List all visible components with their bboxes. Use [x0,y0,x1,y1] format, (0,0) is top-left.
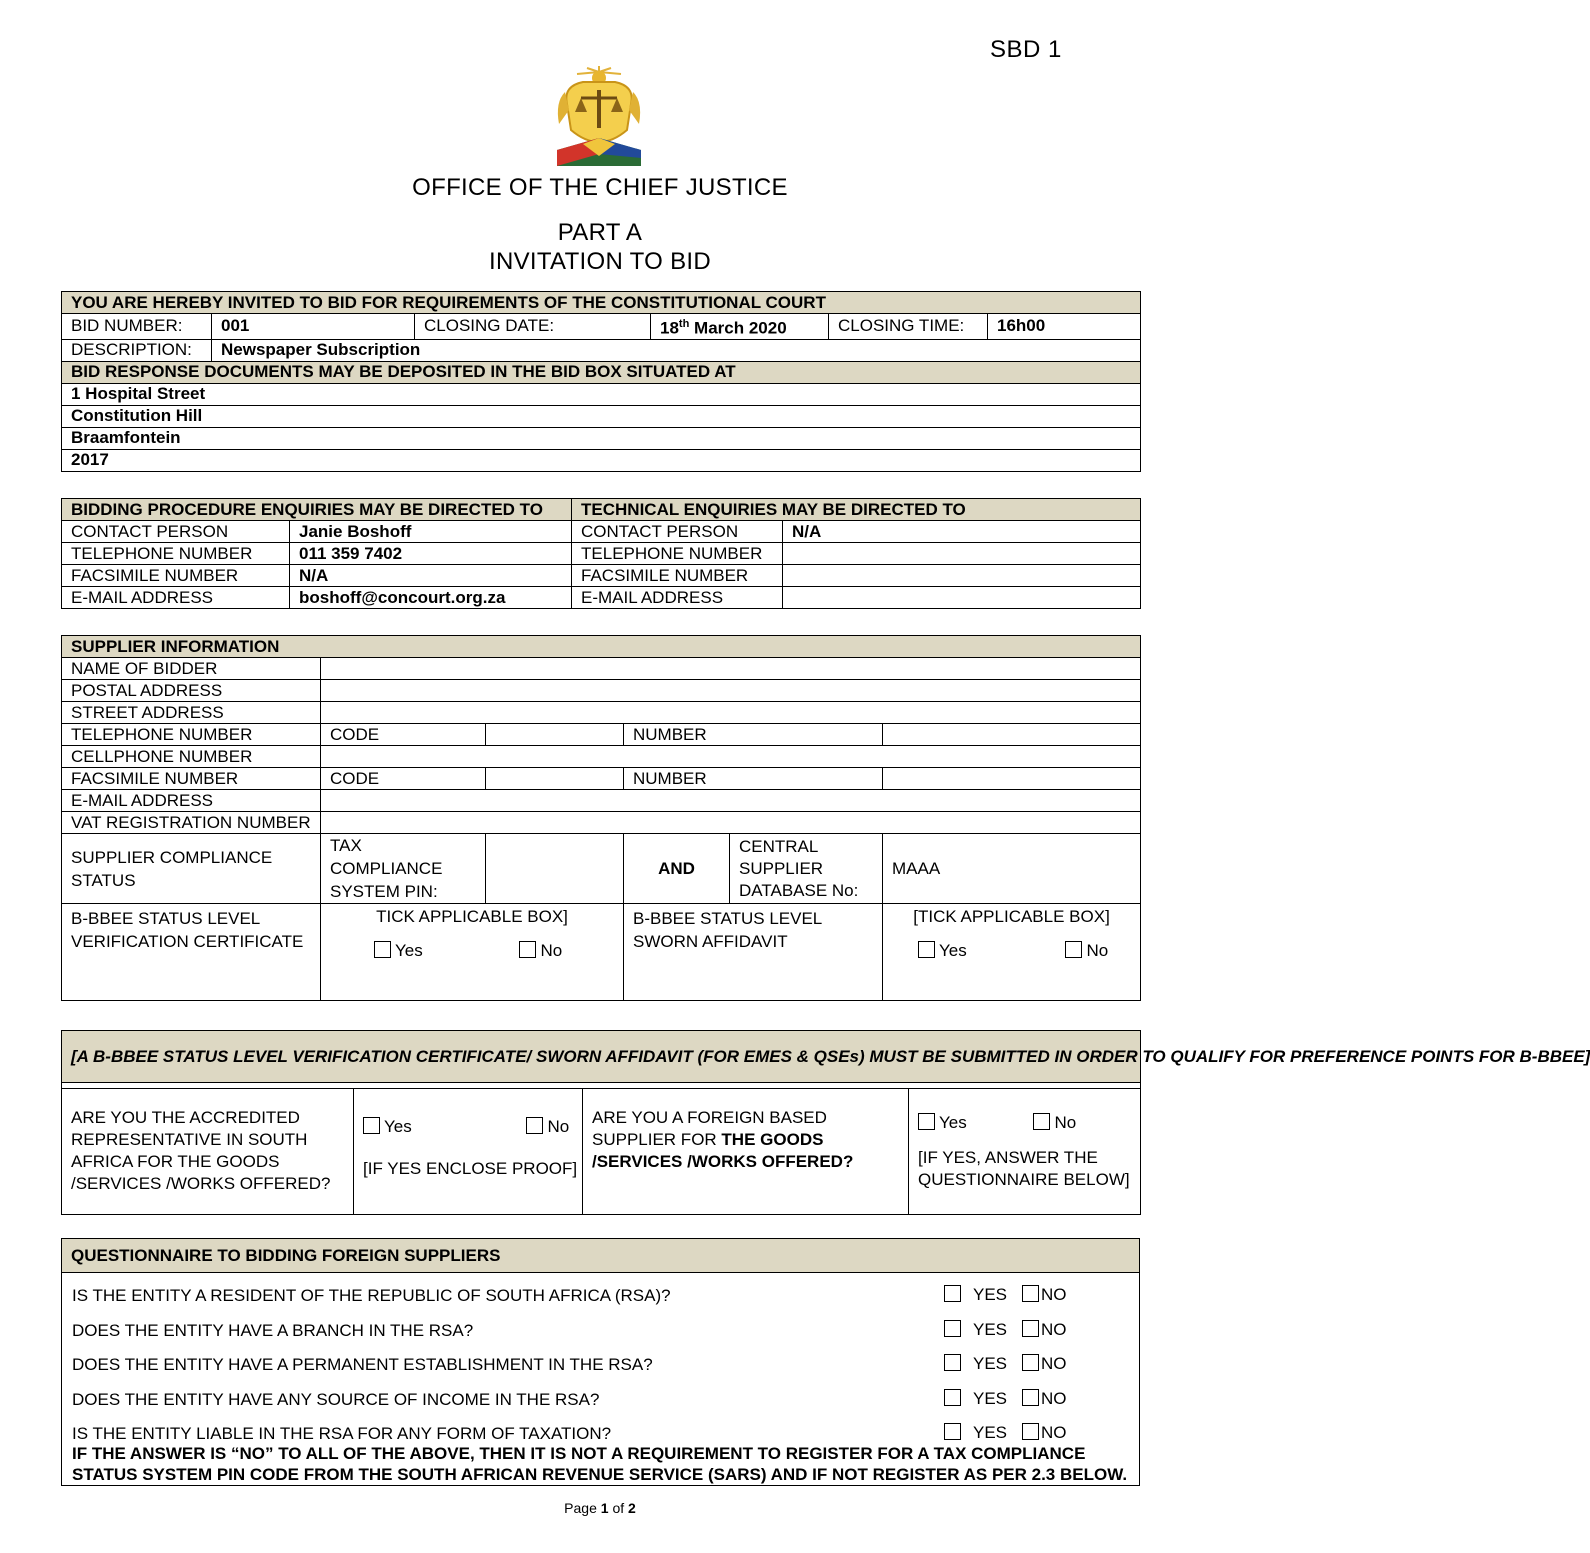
foreign-no[interactable] [1033,1113,1076,1133]
technical-telephone-label: TELEPHONE NUMBER [572,543,783,565]
address-line-2: Constitution Hill [62,405,1141,427]
checkbox-icon [918,941,935,958]
checkbox-icon [1033,1113,1050,1130]
checkbox-icon [526,1117,543,1134]
technical-facsimile-label: FACSIMILE NUMBER [572,565,783,587]
checkbox-icon [519,941,536,958]
technical-email-label: E-MAIL ADDRESS [572,587,783,609]
question-text: DOES THE ENTITY HAVE A BRANCH IN THE RSA? [72,1320,474,1340]
technical-email-value[interactable] [783,587,1141,609]
bbbee-notice-table [61,1030,1590,1215]
compliance-status-label: SUPPLIER COMPLIANCE STATUS [62,834,321,904]
page-total: 2 [628,1500,636,1516]
csd-value[interactable]: MAAA [883,834,1141,904]
page-footer [0,1500,1200,1516]
yes-label: Yes [939,1113,967,1132]
postal-address-field[interactable] [321,680,1141,702]
tick-instruction-2: [TICK APPLICABLE BOX] [913,907,1110,926]
foreign-question-text: ARE YOU A FOREIGN BASED SUPPLIER FOR [592,1108,827,1149]
no-label: No [540,941,563,960]
question-no[interactable] [1022,1320,1067,1340]
closing-date-value[interactable] [651,314,829,340]
checkbox-icon [944,1320,961,1337]
vat-field[interactable] [321,812,1141,834]
accredited-answer [354,1089,583,1215]
tick-instruction-1: TICK APPLICABLE BOX] [376,907,568,926]
bbbee-certificate-no[interactable] [519,941,562,961]
no-label: No [547,1117,570,1136]
yes-label: YES [973,1285,1008,1304]
yes-label: Yes [395,941,423,960]
address-line-3: Braamfontein [62,427,1141,449]
tax-pin-field[interactable] [486,834,624,904]
foreign-note: [IF YES, ANSWER THE QUESTIONNAIRE BELOW] [918,1148,1130,1189]
bbbee-affidavit-yes[interactable] [918,941,967,961]
supplier-information-header: SUPPLIER INFORMATION [62,636,1141,658]
address-line-1: 1 Hospital Street [62,383,1141,405]
questionnaire-list [62,1273,1139,1443]
question-text: DOES THE ENTITY HAVE A PERMANENT ESTABLISHMENT IN THE RSA? [72,1355,653,1374]
question-yes[interactable] [944,1320,1007,1340]
street-address-label: STREET ADDRESS [62,702,321,724]
email-field[interactable] [321,790,1141,812]
checkbox-icon [1022,1320,1039,1337]
vat-label: VAT REGISTRATION NUMBER [62,812,321,834]
organisation-title: OFFICE OF THE CHIEF JUSTICE [412,174,788,201]
page-word: Page [564,1500,601,1516]
checkbox-icon [1022,1354,1039,1371]
checkbox-icon [944,1354,961,1371]
facsimile-code-label: CODE [321,768,486,790]
bbbee-affidavit-no[interactable] [1065,941,1108,961]
closing-time-value[interactable]: 16h00 [988,314,1141,340]
question-yes[interactable] [944,1285,1007,1305]
checkbox-icon [1065,941,1082,958]
technical-telephone-value[interactable] [783,543,1141,565]
page-number: 1 [600,1500,609,1516]
form-code: SBD 1 [990,36,1062,63]
question-yes[interactable] [944,1354,1007,1374]
yes-label: Yes [939,941,967,960]
accredited-no[interactable] [526,1117,569,1137]
of-word: of [608,1500,629,1516]
question-no[interactable] [1022,1354,1067,1374]
question-no[interactable] [1022,1389,1067,1409]
closing-time-label: CLOSING TIME: [829,314,988,340]
foreign-yes[interactable] [918,1113,967,1133]
technical-facsimile-value[interactable] [783,565,1141,587]
closing-date-label: CLOSING DATE: [415,314,651,340]
checkbox-icon [1022,1285,1039,1302]
street-address-field[interactable] [321,702,1141,724]
bidding-contact-label: CONTACT PERSON [62,521,290,543]
bidding-contact-value[interactable]: Janie Boshoff [290,521,572,543]
foreign-question [583,1089,909,1215]
deposit-header: BID RESPONSE DOCUMENTS MAY BE DEPOSITED IN THE BID BOX SITUATED AT [62,361,1141,383]
email-label: E-MAIL ADDRESS [62,790,321,812]
tax-pin-label: TAX COMPLIANCE SYSTEM PIN: [321,834,486,904]
question-row [62,1348,1141,1382]
cellphone-label: CELLPHONE NUMBER [62,746,321,768]
accredited-question: ARE YOU THE ACCREDITED REPRESENTATIVE IN SOUTH AFRICA FOR THE GOODS /SERVICES /WORKS OFFERED? [62,1089,354,1215]
question-no[interactable] [1022,1423,1067,1443]
questionnaire-header: QUESTIONNAIRE TO BIDDING FOREIGN SUPPLIERS [62,1239,1139,1273]
no-label: NO [1041,1285,1067,1304]
supplier-information-table [61,635,1141,1001]
accredited-note: [IF YES ENCLOSE PROOF] [363,1159,578,1178]
bbbee-certificate-tick [321,904,624,1001]
question-yes[interactable] [944,1423,1007,1443]
facsimile-number-label: NUMBER [624,768,883,790]
bid-number-label: BID NUMBER: [62,314,212,340]
bbbee-notice: [A B-BBEE STATUS LEVEL VERIFICATION CERTIFICATE/ SWORN AFFIDAVIT (FOR EMES & QSEs) MUST BE SUBMITTED IN ORDER TO QUALIFY FOR PREFERENCE POINTS FOR B-BBEE] [62,1031,1141,1083]
checkbox-icon [944,1423,961,1440]
no-label: No [1086,941,1109,960]
address-line-4: 2017 [62,449,1141,471]
question-text: IS THE ENTITY A RESIDENT OF THE REPUBLIC OF SOUTH AFRICA (RSA)? [72,1286,671,1305]
yes-label: YES [973,1354,1008,1373]
telephone-code-label: CODE [321,724,486,746]
closing-date-suffix: th [678,318,690,330]
checkbox-icon [918,1113,935,1130]
bid-number-value[interactable]: 001 [212,314,415,340]
part-label: PART A [557,219,643,246]
facsimile-label: FACSIMILE NUMBER [62,768,321,790]
bidder-name-field[interactable] [321,658,1141,680]
bbbee-affidavit-tick [883,904,1141,1001]
yes-label: YES [973,1388,1008,1408]
cellphone-field[interactable] [321,746,1141,768]
bbbee-certificate-label: B-BBEE STATUS LEVEL VERIFICATION CERTIFICATE [62,904,321,1001]
facsimile-code-field[interactable] [486,768,624,790]
coat-of-arms-logo [553,66,645,170]
telephone-label: TELEPHONE NUMBER [62,724,321,746]
and-label: AND [624,834,730,904]
checkbox-icon [944,1389,961,1406]
no-label: NO [1041,1354,1067,1373]
closing-date-day: 18 [660,318,679,338]
bbbee-certificate-yes[interactable] [374,941,423,961]
technical-contact-value[interactable]: N/A [783,521,1141,543]
bid-details-table [61,291,1141,472]
bidding-enquiries-header: BIDDING PROCEDURE ENQUIRIES MAY BE DIRECTED TO [62,499,572,521]
accredited-yes[interactable] [363,1117,412,1137]
bidding-telephone-value[interactable]: 011 359 7402 [290,543,572,565]
bidding-facsimile-value[interactable]: N/A [290,565,572,587]
description-value[interactable]: Newspaper Subscription [212,339,1141,361]
telephone-number-label: NUMBER [624,724,883,746]
technical-enquiries-header: TECHNICAL ENQUIRIES MAY BE DIRECTED TO [572,499,1141,521]
no-label: No [1054,1113,1077,1132]
csd-label: CENTRAL SUPPLIER DATABASE No: [730,834,883,904]
bidder-name-label: NAME OF BIDDER [62,658,321,680]
enquiries-table [61,498,1141,609]
question-row [62,1279,1141,1313]
technical-contact-label: CONTACT PERSON [572,521,783,543]
facsimile-number-field[interactable] [883,768,1141,790]
yes-label: YES [973,1319,1008,1339]
checkbox-icon [363,1117,380,1134]
question-row [62,1383,1141,1417]
bidding-email-value[interactable]: boshoff@concourt.org.za [290,587,572,609]
question-yes[interactable] [944,1389,1007,1409]
bid-invitation-header: YOU ARE HEREBY INVITED TO BID FOR REQUIREMENTS OF THE CONSTITUTIONAL COURT [62,292,1141,314]
questionnaire-section [61,1238,1140,1486]
description-label: DESCRIPTION: [62,339,212,361]
bidding-facsimile-label: FACSIMILE NUMBER [62,565,290,587]
checkbox-icon [374,941,391,958]
bidding-email-label: E-MAIL ADDRESS [62,587,290,609]
no-label: NO [1041,1423,1067,1442]
document-title: INVITATION TO BID [488,248,711,275]
question-no[interactable] [1022,1285,1067,1305]
checkbox-icon [1022,1389,1039,1406]
no-label: NO [1041,1319,1067,1339]
question-row [62,1314,1141,1348]
telephone-number-field[interactable] [883,724,1141,746]
bidding-telephone-label: TELEPHONE NUMBER [62,543,290,565]
foreign-answer [909,1089,1141,1215]
telephone-code-field[interactable] [486,724,624,746]
yes-label: Yes [384,1117,412,1136]
checkbox-icon [944,1285,961,1302]
yes-label: YES [973,1423,1008,1442]
questionnaire-conclusion: IF THE ANSWER IS “NO” TO ALL OF THE ABOVE, THEN IT IS NOT A REQUIREMENT TO REGISTER FOR A TAX COMPLIANCE STATUS SYSTEM PIN CODE FROM THE SOUTH AFRICAN REVENUE SERVICE (SARS) AND IF NOT REGISTER AS PER 2.3 BELOW. [72,1444,1128,1484]
postal-address-label: POSTAL ADDRESS [62,680,321,702]
question-text: IS THE ENTITY LIABLE IN THE RSA FOR ANY FORM OF TAXATION? [72,1424,612,1443]
question-text: DOES THE ENTITY HAVE ANY SOURCE OF INCOME IN THE RSA? [72,1389,600,1409]
closing-date-rest: March 2020 [689,318,787,338]
bbbee-affidavit-label: B-BBEE STATUS LEVEL SWORN AFFIDAVIT [624,904,883,1001]
foreign-question-emphasis: THE GOODS /SERVICES /WORKS OFFERED? [592,1130,854,1171]
no-label: NO [1041,1388,1067,1408]
checkbox-icon [1022,1423,1039,1440]
